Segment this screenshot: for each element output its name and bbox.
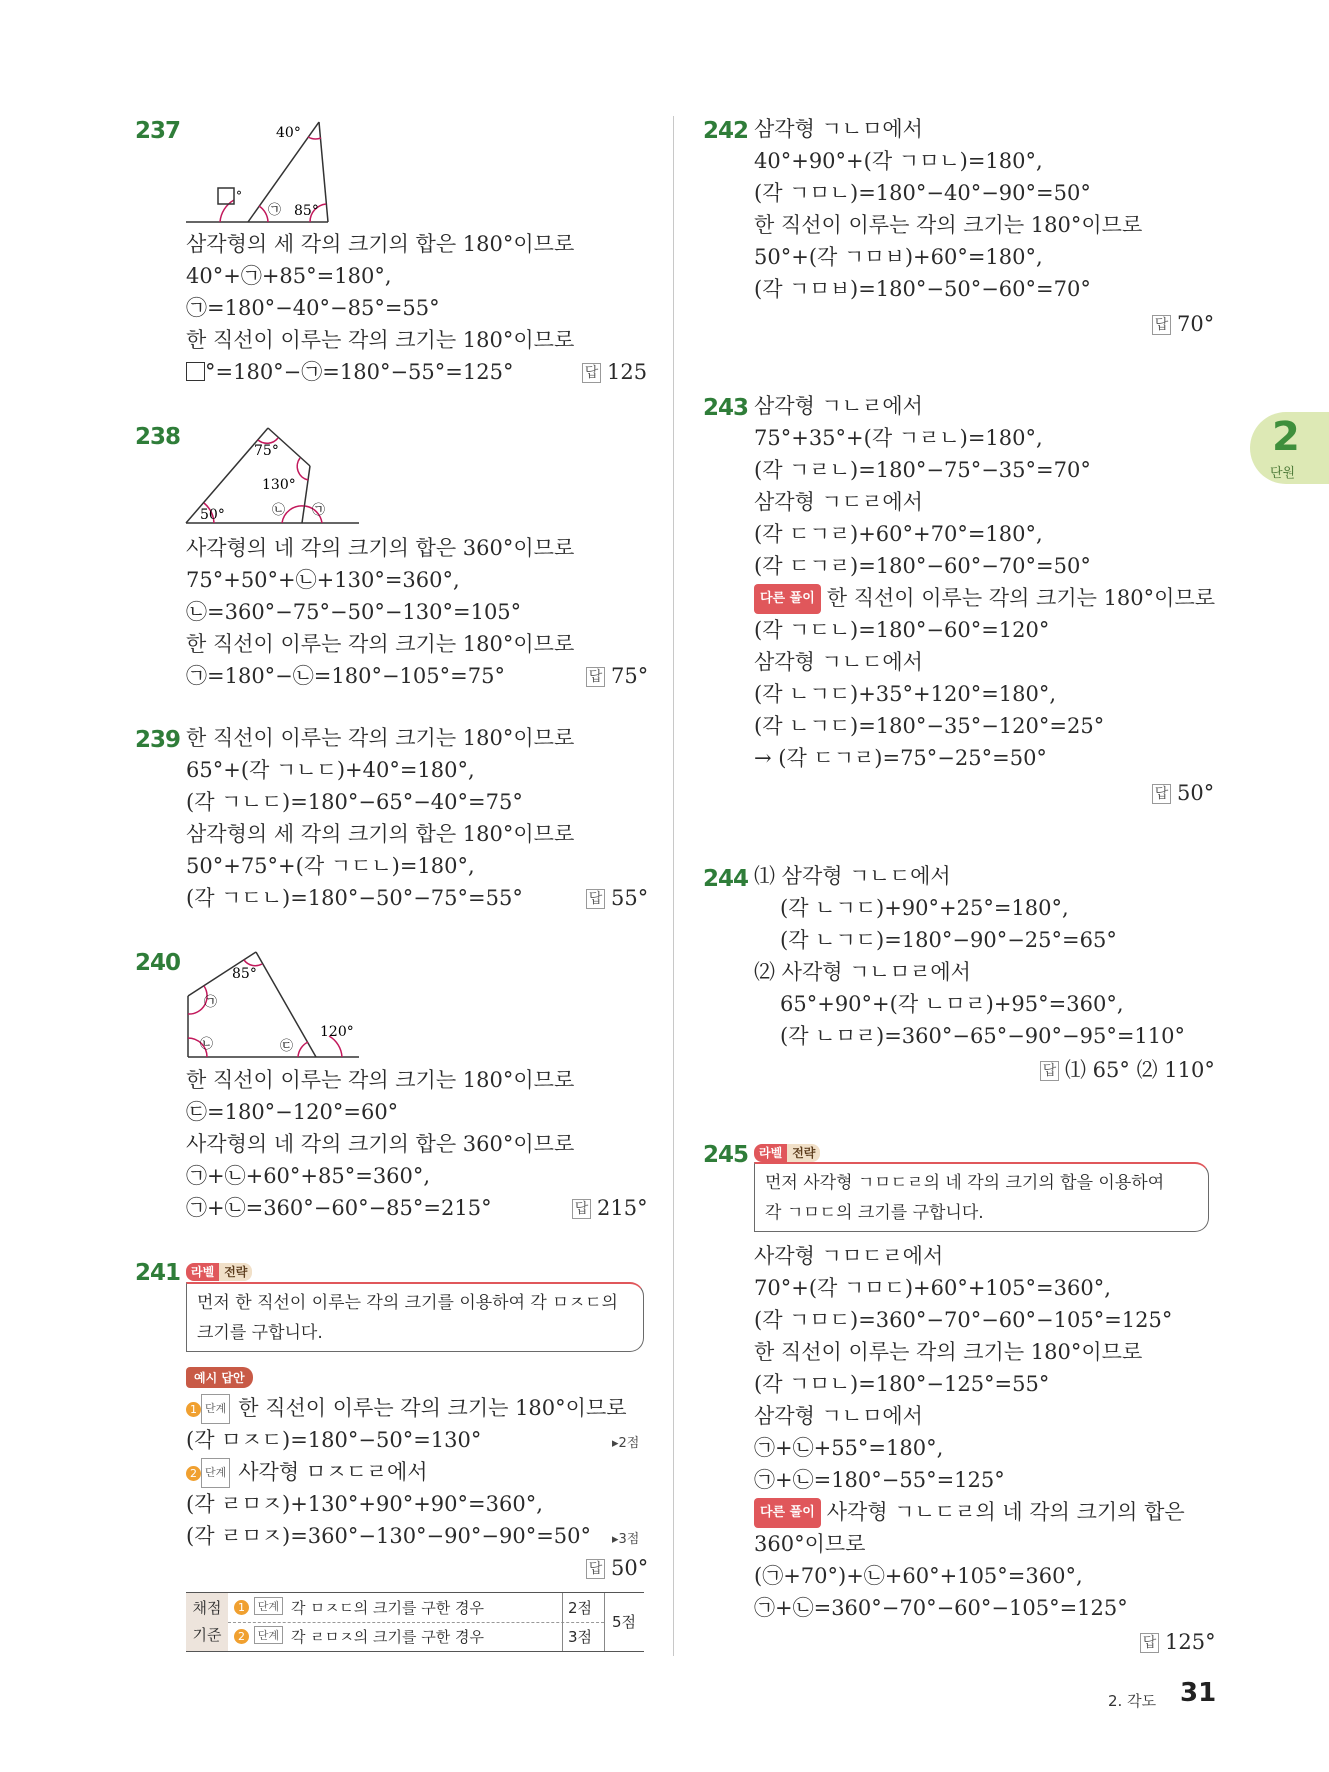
problem-237-figure <box>186 110 346 225</box>
p241-answer-value: 50° <box>611 1556 649 1580</box>
p245-line-8: ㉠+㉡=180°−55°=125° <box>754 1468 1005 1492</box>
fig237-b: ㉠ <box>268 203 282 218</box>
other-solution-label: 다른 풀이 <box>754 1498 821 1528</box>
p239-line-5: 50°+75°+(각 ㄱㄷㄴ)=180°, <box>186 854 475 878</box>
p237-line-5 <box>186 358 513 386</box>
p242-line-6: (각 ㄱㅁㅂ)=180°−50°−60°=70° <box>754 277 1091 301</box>
p242-line-1: 삼각형 ㄱㄴㅁ에서 <box>754 117 923 141</box>
p245-alt-head-text: 사각형 ㄱㄴㄷㄹ의 네 각의 크기의 합은 <box>826 1500 1185 1524</box>
criteria-row-2 <box>234 1626 484 1647</box>
p237-line-2: 40°+㉠+85°=180°, <box>186 264 392 288</box>
fig238-d: ㉡ <box>272 503 286 518</box>
criteria-step2-number: 2 <box>234 1629 249 1644</box>
problem-244-number: 244 <box>703 866 749 892</box>
p239-answer <box>586 884 648 912</box>
answer-mark: 답 <box>572 1199 591 1219</box>
step1-number: 1 <box>186 1402 201 1417</box>
p242-line-4: 한 직선이 이루는 각의 크기는 180°이므로 <box>754 213 1143 237</box>
p245-line-7: ㉠+㉡+55°=180°, <box>754 1436 944 1460</box>
problem-239-number: 239 <box>135 727 181 753</box>
criteria-score-2: 3점 <box>568 1628 593 1646</box>
p244-part2-line-1: 65°+90°+(각 ㄴㅁㄹ)+95°=360°, <box>780 992 1124 1016</box>
p243-alt-head-text: 한 직선이 이루는 각의 크기는 180°이므로 <box>826 586 1216 610</box>
p244-answer <box>1040 1056 1215 1084</box>
other-solution-label: 다른 풀이 <box>754 584 821 614</box>
p238-line-5: ㉠=180°−㉡=180°−105°=75° <box>186 664 505 688</box>
p244-part2-line-2: (각 ㄴㅁㄹ)=360°−65°−90°−95°=110° <box>780 1024 1186 1048</box>
p245-alt-line-2: (㉠+70°)+㉡+60°+105°=360°, <box>754 1564 1083 1588</box>
p245-line-3: (각 ㄱㅁㄷ)=360°−70°−60°−105°=125° <box>754 1308 1173 1332</box>
p241-answer <box>586 1554 648 1582</box>
p239-line-6: (각 ㄱㄷㄴ)=180°−50°−75°=55° <box>186 886 523 910</box>
p241-step1-line: (각 ㅁㅈㄷ)=180°−50°=130° <box>186 1428 482 1452</box>
problem-240-figure <box>184 946 364 1061</box>
p241-strategy-box <box>186 1282 644 1352</box>
p243-answer <box>1152 779 1214 807</box>
criteria-total: 5점 <box>612 1613 637 1631</box>
criteria-score-1: 2점 <box>568 1599 593 1617</box>
answer-mark: 답 <box>1152 784 1171 804</box>
answer-mark: 답 <box>1140 1633 1159 1653</box>
p245-alt-head <box>754 1498 1185 1528</box>
p239-line-2: 65°+(각 ㄱㄴㄷ)+40°=180°, <box>186 758 475 782</box>
column-divider <box>673 116 674 1656</box>
p243-answer-value: 50° <box>1177 781 1215 805</box>
scoring-criteria-table <box>186 1592 644 1652</box>
problem-238-figure <box>184 418 364 528</box>
step2-number: 2 <box>186 1466 201 1481</box>
blank-box <box>186 362 205 381</box>
answer-mark: 답 <box>582 363 601 383</box>
unit-tab-number: 2 <box>1272 414 1300 460</box>
p244-part1-line-2: (각 ㄴㄱㄷ)=180°−90°−25°=65° <box>780 928 1117 952</box>
p245-alt-line-1: 360°이므로 <box>754 1532 866 1556</box>
p240-line-3: 사각형의 네 각의 크기의 합은 360°이므로 <box>186 1132 575 1156</box>
criteria-col-divider-2 <box>604 1593 605 1651</box>
p241-step2-line-2: (각 ㄹㅁㅈ)=360°−130°−90°−90°=50° <box>186 1524 592 1548</box>
problem-242-number: 242 <box>703 118 749 144</box>
answer-mark: 답 <box>1040 1061 1059 1081</box>
p240-line-1: 한 직선이 이루는 각의 크기는 180°이므로 <box>186 1068 575 1092</box>
fig238-e: ㉠ <box>312 503 326 518</box>
p245-line-4: 한 직선이 이루는 각의 크기는 180°이므로 <box>754 1340 1143 1364</box>
fig240-c: ㉡ <box>200 1037 214 1052</box>
p237-line-4: 한 직선이 이루는 각의 크기는 180°이므로 <box>186 328 575 352</box>
chapter-label: 2. 각도 <box>1108 1692 1157 1710</box>
p239-answer-value: 55° <box>611 886 649 910</box>
fig237-a: 40° <box>276 125 301 141</box>
p245-line-5: (각 ㄱㅁㄴ)=180°−125°=55° <box>754 1372 1050 1396</box>
criteria-head-1: 채점 <box>192 1599 222 1617</box>
p240-line-4: ㉠+㉡+60°+85°=360°, <box>186 1164 431 1188</box>
fig237-d: ° <box>236 189 242 203</box>
p241-strategy-line-1: 먼저 한 직선이 이루는 각의 크기를 이용하여 각 ㅁㅈㄷ의 <box>197 1293 618 1313</box>
p241-step1-text: 한 직선이 이루는 각의 크기는 180°이므로 <box>238 1396 627 1420</box>
p245-strategy-line-2: 각 ㄱㅁㄷ의 크기를 구합니다. <box>765 1203 984 1223</box>
p245-line-1: 사각형 ㄱㅁㄷㄹ에서 <box>754 1244 944 1268</box>
criteria-row-2-text: 각 ㄹㅁㅈ의 크기를 구한 경우 <box>291 1628 485 1646</box>
p241-step2-text: 사각형 ㅁㅈㄷㄹ에서 <box>238 1460 428 1484</box>
fig238-c: 50° <box>200 507 225 523</box>
p237-answer <box>582 358 647 386</box>
problem-241-number: 241 <box>135 1260 181 1286</box>
p239-line-1: 한 직선이 이루는 각의 크기는 180°이므로 <box>186 726 575 750</box>
p241-step2-line-1: (각 ㄹㅁㅈ)+130°+90°+90°=360°, <box>186 1492 543 1516</box>
p242-answer-value: 70° <box>1177 312 1215 336</box>
p239-line-4: 삼각형의 세 각의 크기의 합은 180°이므로 <box>186 822 575 846</box>
p245-strategy-line-1: 먼저 사각형 ㄱㅁㄷㄹ의 네 각의 크기의 합을 이용하여 <box>765 1173 1165 1193</box>
strategy-tag <box>754 1144 820 1161</box>
answer-mark: 답 <box>1152 315 1171 335</box>
p242-answer <box>1152 310 1214 338</box>
unit-tab-label: 단원 <box>1270 466 1296 481</box>
strategy-tag-a: 라벨 <box>754 1144 787 1162</box>
p243-line-3: (각 ㄱㄹㄴ)=180°−75°−35°=70° <box>754 458 1091 482</box>
p241-step1-head <box>186 1394 627 1424</box>
p243-line-2: 75°+35°+(각 ㄱㄹㄴ)=180°, <box>754 426 1043 450</box>
p240-answer <box>572 1194 648 1222</box>
p242-line-3: (각 ㄱㅁㄴ)=180°−40°−90°=50° <box>754 181 1091 205</box>
p242-line-5: 50°+(각 ㄱㅁㅂ)+60°=180°, <box>754 245 1043 269</box>
p243-alt-line-3: (각 ㄴㄱㄷ)+35°+120°=180°, <box>754 682 1057 706</box>
p243-line-5: (각 ㄷㄱㄹ)+60°+70°=180°, <box>754 522 1043 546</box>
p241-step2-head <box>186 1458 428 1488</box>
problem-243-number: 243 <box>703 395 749 421</box>
p244-part2-head: ⑵ 사각형 ㄱㄴㅁㄹ에서 <box>754 960 971 984</box>
strategy-tag-b: 전략 <box>787 1144 820 1162</box>
p243-line-6: (각 ㄷㄱㄹ)=180°−60°−70°=50° <box>754 554 1091 578</box>
problem-245-number: 245 <box>703 1142 749 1168</box>
fig240-d: ㉢ <box>280 1039 294 1054</box>
criteria-step1-number: 1 <box>234 1600 249 1615</box>
criteria-step2-label: 단계 <box>254 1626 283 1644</box>
strategy-tag <box>186 1263 252 1280</box>
p243-alt-line-4: (각 ㄴㄱㄷ)=180°−35°−120°=25° <box>754 714 1105 738</box>
criteria-row-1-text: 각 ㅁㅈㄷ의 크기를 구한 경우 <box>291 1599 485 1617</box>
p243-alt-head <box>754 584 1215 614</box>
answer-mark: 답 <box>586 667 605 687</box>
problem-240-number: 240 <box>135 950 181 976</box>
fig240-a: 85° <box>232 966 257 982</box>
p245-line-2: 70°+(각 ㄱㅁㄷ)+60°+105°=360°, <box>754 1276 1111 1300</box>
strategy-tag-a: 라벨 <box>186 1263 219 1281</box>
p238-line-3: ㉡=360°−75°−50°−130°=105° <box>186 600 522 624</box>
p237-line-1: 삼각형의 세 각의 크기의 합은 180°이므로 <box>186 232 575 256</box>
p245-alt-line-3: ㉠+㉡=360°−70°−60°−105°=125° <box>754 1596 1128 1620</box>
p245-answer <box>1140 1628 1216 1656</box>
p237-line-5-text: °=180°−㉠=180°−55°=125° <box>205 360 514 384</box>
p238-line-1: 사각형의 네 각의 크기의 합은 360°이므로 <box>186 536 575 560</box>
p241-step1-points: ▸2점 <box>612 1436 640 1451</box>
p241-strategy-line-2: 크기를 구합니다. <box>197 1323 323 1343</box>
p242-line-2: 40°+90°+(각 ㄱㅁㄴ)=180°, <box>754 149 1043 173</box>
p238-line-4: 한 직선이 이루는 각의 크기는 180°이므로 <box>186 632 575 656</box>
criteria-col-divider-1 <box>562 1593 563 1651</box>
p237-answer-value: 125 <box>607 360 648 384</box>
p245-line-6: 삼각형 ㄱㄴㅁ에서 <box>754 1404 923 1428</box>
problem-237-number: 237 <box>135 118 181 144</box>
fig240-e: 120° <box>320 1024 354 1040</box>
problem-238-number: 238 <box>135 424 181 450</box>
fig240-b: ㉠ <box>204 995 218 1010</box>
p243-alt-line-5: → (각 ㄷㄱㄹ)=75°−25°=50° <box>754 746 1047 770</box>
p244-part1-head: ⑴ 삼각형 ㄱㄴㄷ에서 <box>754 864 951 888</box>
p238-answer <box>586 662 648 690</box>
criteria-row-divider <box>228 1622 604 1623</box>
p240-answer-value: 215° <box>597 1196 648 1220</box>
p243-alt-line-2: 삼각형 ㄱㄴㄷ에서 <box>754 650 923 674</box>
p241-step2-points: ▸3점 <box>612 1532 640 1547</box>
criteria-head-2: 기준 <box>192 1626 222 1644</box>
p238-answer-value: 75° <box>611 664 649 688</box>
strategy-tag-b: 전략 <box>219 1263 252 1281</box>
p245-strategy-box <box>754 1162 1209 1232</box>
answer-mark: 답 <box>586 889 605 909</box>
p244-part1-line-1: (각 ㄴㄱㄷ)+90°+25°=180°, <box>780 896 1069 920</box>
step1-label: 단계 <box>201 1394 230 1424</box>
p238-line-2: 75°+50°+㉡+130°=360°, <box>186 568 460 592</box>
example-answer-label: 예시 답안 <box>186 1367 253 1388</box>
p243-line-4: 삼각형 ㄱㄷㄹ에서 <box>754 490 923 514</box>
p240-line-5: ㉠+㉡=360°−60°−85°=215° <box>186 1196 492 1220</box>
p244-answer-value: ⑴ 65° ⑵ 110° <box>1065 1058 1215 1082</box>
p239-line-3: (각 ㄱㄴㄷ)=180°−65°−40°=75° <box>186 790 523 814</box>
page-number: 31 <box>1180 1678 1217 1708</box>
fig237-c: 85° <box>294 203 319 219</box>
unit-tab <box>1250 412 1329 484</box>
p237-line-3: ㉠=180°−40°−85°=55° <box>186 296 440 320</box>
fig238-a: 75° <box>254 443 279 459</box>
answer-mark: 답 <box>586 1559 605 1579</box>
criteria-header <box>186 1593 228 1651</box>
p243-line-1: 삼각형 ㄱㄴㄹ에서 <box>754 394 923 418</box>
criteria-step1-label: 단계 <box>254 1597 283 1615</box>
step2-label: 단계 <box>201 1458 230 1488</box>
p243-alt-line-1: (각 ㄱㄷㄴ)=180°−60°=120° <box>754 618 1050 642</box>
fig238-b: 130° <box>262 477 296 493</box>
p240-line-2: ㉢=180°−120°=60° <box>186 1100 399 1124</box>
p245-answer-value: 125° <box>1165 1630 1216 1654</box>
criteria-row-1 <box>234 1597 484 1618</box>
